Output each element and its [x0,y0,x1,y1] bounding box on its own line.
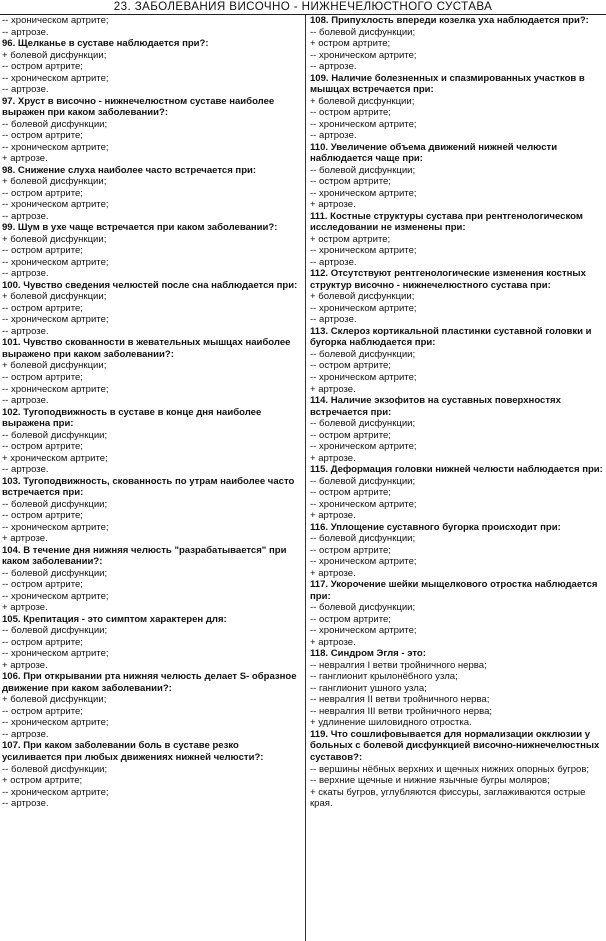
question-block [310,211,606,269]
answer-option: + остром артрите; [2,775,83,787]
answer-option: -- хроническом артрите; [310,49,417,61]
answer-option: -- остром артрите; [2,245,83,257]
question-title: 105. Крепитация - это симптом характерен для: [2,613,227,625]
answer-option: -- остром артрите; [310,107,391,119]
question-block [310,142,606,211]
answer-option: -- верхние щечные и нижние язычные бугры моляров; [310,775,550,787]
answer-option: + артрозе. [310,383,356,395]
answer-option: -- хроническом артрите; [2,786,109,798]
answer-option: -- ганглионит крылонёбного узла; [310,671,458,683]
answer-option: -- болевой дисфункции; [310,602,416,614]
answer-option: + артрозе. [2,659,48,671]
question-title: 106. При открывании рта нижняя челюсть делает S- образное движение при каком заболевании?: [2,671,297,694]
answer-option: -- остром артрите; [2,61,83,73]
answer-option: -- хроническом артрите; [2,72,109,84]
answer-option: -- болевой дисфункции; [2,429,108,441]
question-title: 114. Наличие экзофитов на суставных поверхностях встречается при: [310,395,561,418]
answer-option: -- невралгия II ветви тройничного нерва; [310,694,490,706]
answer-option: -- хроническом артрите; [2,590,109,602]
answer-option: -- артрозе. [310,130,357,142]
question-title: 110. Увеличение объема движений нижней челюсти наблюдается чаще при: [310,141,558,165]
question-title: 96. Щелканье в суставе наблюдается при?: [2,38,209,50]
question-title: 112. Отсутствуют рентгенологические изменения костных структур височно - нижнечелюстного сустава при: [310,268,586,291]
answer-option: + артрозе. [310,510,356,522]
answer-option: -- остром артрите; [2,636,83,648]
answer-option: -- артрозе. [2,325,49,337]
answer-option: -- остром артрите; [310,487,391,499]
answer-option: -- артрозе. [2,395,49,407]
question-title: 115. Деформация головки нижней челюсти наблюдается при: [310,464,603,476]
answer-option: -- артрозе. [310,256,357,268]
answer-option: -- болевой дисфункции; [2,118,108,130]
answer-option: -- ганглионит ушного узла; [310,682,427,694]
answer-option: -- хроническом артрите; [2,521,109,533]
question-title: 109. Наличие болезненных и спазмированных участков в мышцах встречается при: [310,72,585,96]
answer-option: -- остром артрите; [2,371,83,383]
answer-option: -- остром артрите; [2,579,83,591]
answer-option: + артрозе. [2,602,48,614]
answer-option: -- хроническом артрите; [310,302,417,314]
answer-option: + остром артрите; [310,233,391,245]
question-title: 111. Костные структуры сустава при рентгенологическом исследовании не изменены при: [310,210,583,234]
answer-option: -- хроническом артрите; [2,15,109,26]
answer-option: + удлинение шиловидного отростка. [310,717,472,729]
answer-option: -- остром артрите; [310,429,391,441]
answer-option: -- остром артрите; [310,613,391,625]
question-block [310,15,606,73]
question-title: 97. Хруст в височно - нижнечелюстном суставе наиболее выражен при каком заболевании?: [2,95,275,119]
answer-option: -- остром артрите; [310,360,391,372]
question-block [2,165,300,223]
answer-option: -- артрозе. [310,314,357,326]
question-title: 101. Чувство скованности в жевательных мышцах наиболее выражено при каком заболевании?: [2,337,291,360]
answer-option: -- хроническом артрите; [2,648,109,660]
page-header [0,0,606,15]
answer-option: + болевой дисфункции; [2,360,107,372]
question-title: 116. Уплощение суставного бугорка происходит при: [310,521,561,533]
answer-option: + болевой дисфункции; [310,291,415,303]
answer-option: + болевой дисфункции; [2,291,107,303]
question-block [2,280,300,338]
answer-option: + артрозе. [310,567,356,579]
question-title: 113. Склероз кортикальной пластинки суставной головки и бугорка наблюдается при: [310,325,592,349]
question-title: 98. Снижение слуха наиболее часто встречается при: [2,164,257,176]
answer-option: -- болевой дисфункции; [310,533,416,545]
question-block [310,648,606,729]
question-block [2,545,300,614]
answer-option: -- артрозе. [2,84,49,96]
column-divider [305,15,306,941]
answer-option: -- остром артрите; [2,130,83,142]
answer-option: -- артрозе. [2,728,49,740]
answer-option: -- артрозе. [310,61,357,73]
answer-option: -- болевой дисфункции; [310,418,416,430]
answer-option: -- артрозе. [2,210,49,222]
answer-option: + артрозе. [2,533,48,545]
answer-option: -- болевой дисфункции; [2,763,108,775]
question-block [2,476,300,545]
answer-option: -- болевой дисфункции; [2,498,108,510]
answer-option: -- остром артрите; [2,705,83,717]
answer-option: -- невралгия I ветви тройничного нерва; [310,659,487,671]
answer-option: -- болевой дисфункции; [2,625,108,637]
answer-option: -- артрозе. [2,464,49,476]
answer-option: -- хроническом артрите; [310,625,417,637]
question-title: 103. Тугоподвижность, скованность по утрам наиболее часто встречается при: [2,475,295,499]
answer-option: -- болевой дисфункции; [2,567,108,579]
question-title: 107. При каком заболевании боль в суставе резко усиливается при любых движениях нижней челюсти?: [2,740,264,763]
answer-option: + артрозе. [310,452,356,464]
answer-option: + болевой дисфункции; [2,694,107,706]
answer-option: -- остром артрите; [310,176,391,188]
answer-option: -- болевой дисфункции; [310,348,416,360]
question-block [2,38,300,96]
question-block [310,395,606,464]
question-title: 99. Шум в ухе чаще встречается при каком заболевании?: [2,222,278,234]
question-block [310,579,606,648]
answer-option: + артрозе. [310,199,356,211]
question-block [2,222,300,280]
answer-option: -- остром артрите; [2,302,83,314]
question-block [310,522,606,580]
answer-option: -- хроническом артрите; [310,245,417,257]
question-block [2,614,300,672]
answer-option: + хроническом артрите; [2,452,108,464]
question-block [310,729,606,810]
answer-option: + артрозе. [2,153,48,165]
answer-option: -- остром артрите; [2,441,83,453]
question-block [2,407,300,476]
answer-option: -- болевой дисфункции; [310,26,416,38]
answer-option: + болевой дисфункции; [2,49,107,61]
answer-option: -- хроническом артрите; [2,256,109,268]
answer-option: -- болевой дисфункции; [310,164,416,176]
answer-option: -- хроническом артрите; [310,187,417,199]
answer-option: -- хроническом артрите; [310,441,417,453]
question-block [310,268,606,326]
answer-option: -- артрозе. [2,798,49,810]
answer-option: -- хроническом артрите; [310,498,417,510]
question-block [310,73,606,142]
question-block [2,337,300,406]
answer-option: -- невралгия III ветви тройничного нерва; [310,705,493,717]
answer-option: -- хроническом артрите; [2,717,109,729]
answer-option: -- хроническом артрите; [2,314,109,326]
answer-option: + болевой дисфункции; [310,95,415,107]
left-column [2,15,300,810]
right-column [310,15,606,810]
answer-option: -- хроническом артрите; [310,371,417,383]
question-block [310,464,606,522]
answer-option: -- хроническом артрите; [2,199,109,211]
question-block [2,671,300,740]
question-title: 104. В течение дня нижняя челюсть "разрабатывается" при каком заболевании?: [2,544,287,568]
answer-option: -- хроническом артрите; [310,118,417,130]
question-title: 100. Чувство сведения челюстей после сна наблюдается при: [2,279,298,291]
answer-option: -- остром артрите; [310,544,391,556]
answer-option: + скаты бугров, углубляются фиссуры, заглаживаются острые края. [310,786,586,810]
answer-option: -- артрозе. [2,26,49,38]
question-title: 118. Синдром Эгля - это: [310,648,426,660]
answer-option: -- остром артрите; [2,187,83,199]
question-title: 108. Припухлость впереди козелка уха наблюдается при?: [310,15,589,26]
question-title: 102. Тугоподвижность в суставе в конце дня наиболее выражена при: [2,406,262,430]
answer-option: -- остром артрите; [2,510,83,522]
answer-option: + болевой дисфункции; [2,176,107,188]
answer-option: + болевой дисфункции; [2,233,107,245]
section-title: 23. ЗАБОЛЕВАНИЯ ВИСОЧНО - НИЖНЕЧЕЛЮСТНОГО СУСТАВА [113,0,493,13]
answer-option: + остром артрите; [310,38,391,50]
question-title: 119. Что сошлифовывается для нормализации окклюзии у больных с болевой дисфункцией височно-нижнечелюстных суставов?: [310,728,600,763]
question-block [310,326,606,395]
question-title: 117. Укорочение шейки мыщелкового отростка наблюдается при: [310,579,598,602]
question-block [2,96,300,165]
answer-option: -- болевой дисфункции; [310,475,416,487]
answer-option: -- хроническом артрите; [2,141,109,153]
question-block [2,740,300,809]
answer-option: -- хроническом артрите; [2,383,109,395]
answer-option: + артрозе. [310,636,356,648]
answer-option: -- хроническом артрите; [310,556,417,568]
answer-option: -- артрозе. [2,268,49,280]
answer-option: -- вершины нёбных верхних и щечных нижних опорных бугров; [310,763,590,775]
